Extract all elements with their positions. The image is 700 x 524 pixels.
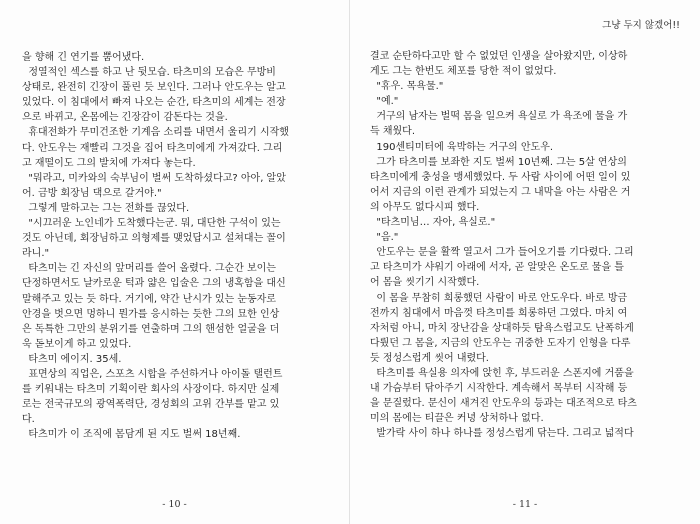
right-page xyxy=(350,0,700,524)
text-line: 안도우는 문을 활짝 열고서 그가 들어오기를 기다렸다. 그리 xyxy=(370,247,634,259)
right-page-body xyxy=(370,49,682,441)
text-line: "음." xyxy=(370,232,399,244)
text-line: 라니." xyxy=(22,248,50,260)
text-line: 발가락 사이 하나 하나를 정성스럽게 닦는다. 그리고 넓적다 xyxy=(370,428,634,440)
text-line: 를 키워내는 타츠미 기획이란 회사의 사장이다. 하지만 실제 xyxy=(22,384,280,396)
text-line: "예." xyxy=(370,96,399,108)
text-line: 상태로, 완전히 긴장이 풀린 듯 보인다. 그러나 안도우는 알고 xyxy=(22,82,286,94)
text-line: 전까지 침대에서 마음껏 타츠미를 희롱하던 그였다. 마치 여 xyxy=(370,307,628,319)
text-line: 있었다. 이 침대에서 빠져 나오는 순간, 타츠미의 세계는 전장 xyxy=(22,97,286,109)
text-line: 을 문질렀다. 문신이 새겨진 안도우의 등과는 대조적으로 타츠 xyxy=(370,398,637,410)
text-line: 안경을 벗으면 멍하니 뭔가를 응시하는 듯한 그의 묘한 인상 xyxy=(22,308,280,320)
text-line: 미의 몸에는 티끌은 커녕 상처하나 없다. xyxy=(370,413,544,425)
text-line: 의 아무도 없다시피 했다. xyxy=(370,201,480,213)
text-line: "시끄러운 노인네가 도착했다는군. 뭐, 대단한 구석이 있는 xyxy=(22,218,281,230)
text-line: 으로 바뀌고, 온몸에는 긴장감이 감돈다는 것을. xyxy=(22,112,228,124)
text-line: 타츠미는 긴 자신의 앞머리를 쓸어 올렸다. 그순간 보이는 xyxy=(22,263,276,275)
text-line: 은 독특한 그만의 분위기를 연출하며 그의 핸섬한 얼굴을 더 xyxy=(22,323,280,335)
text-line: 이 몸을 무참히 희롱했던 사람이 바로 안도우다. 바로 방금 xyxy=(370,292,628,304)
text-line: 다뤘던 그 몸을, 지금의 안도우는 귀중한 도자기 인형을 다루 xyxy=(370,337,631,349)
text-line: 타츠미 에이지. 35세. xyxy=(22,353,122,365)
text-line: 그가 타츠미를 보좌한 지도 벌써 10년째. 그는 5살 연상의 xyxy=(370,156,627,168)
text-line: 어 몸을 씻기기 시작했다. xyxy=(370,277,480,289)
text-line: 타츠미가 이 조직에 몸담게 된 지도 벌써 18년째. xyxy=(22,429,241,441)
text-line: 거구의 남자는 벌떡 몸을 일으켜 욕실로 가 욕조에 물을 가 xyxy=(370,111,628,123)
text-line: 득 채웠다. xyxy=(370,126,415,138)
text-line: 자처럼 아니, 마치 장난감을 상대하듯 탐욕스럽고도 난폭하게 xyxy=(370,322,634,334)
text-line: 내 가슴부터 닦아주기 시작한다. 계속해서 목부터 시작해 등 xyxy=(370,383,628,395)
text-line: 게도 그는 한번도 체포를 당한 적이 없었다. xyxy=(370,66,557,78)
text-line: "타츠미님… 자아, 욕실로." xyxy=(370,217,496,229)
text-line: 을 향해 긴 연기를 뿜어냈다. xyxy=(22,52,145,63)
text-line: 다. xyxy=(22,414,35,426)
text-line: 고 재떨이도 그의 발치에 가져다 놓는다. xyxy=(22,157,196,169)
text-line: 단정하면서도 날카로운 턱과 얇은 입술은 그의 냉혹함을 대신 xyxy=(22,278,286,290)
text-line: 말해주고 있는 듯 하다. 거기에, 약간 난시가 있는 눈동자로 xyxy=(22,293,276,305)
text-line: 고 타츠미가 샤워기 아래에 서자, 곧 알맞은 온도로 물을 틀 xyxy=(370,262,624,274)
text-line: 듯 정성스럽게 씻어 내렸다. xyxy=(370,352,489,364)
text-line: 어. 금방 회장님 댁으로 갈거야." xyxy=(22,187,162,199)
text-line: 다. 안도우는 재빨리 그것을 집어 타츠미에게 가져갔다. 그리 xyxy=(22,142,283,154)
running-head: 그냥 두지 않겠어!! xyxy=(602,20,680,31)
text-line: "휴우. 목욕물." xyxy=(370,81,444,93)
text-line: 로는 전국규모의 광역폭력단, 경성회의 고위 간부를 맡고 있 xyxy=(22,399,280,411)
text-line: "뭐라고, 미카와의 숙부님이 벌써 도착하셨다고? 아아, 알았 xyxy=(22,172,286,184)
page-number: - 11 - xyxy=(512,499,538,510)
text-line: 어서 지금의 이런 관계가 되었는지 그 내막을 아는 사람은 거 xyxy=(370,186,631,198)
text-line: 휴대전화가 무미건조한 기계음 소리를 내면서 울리기 시작했 xyxy=(22,127,289,139)
text-line: 정열적인 섹스를 하고 난 뒷모습. 타츠미의 모습은 무방비 xyxy=(22,67,276,79)
text-line: 190센티미터에 육박하는 거구의 안도우. xyxy=(370,141,554,153)
text-line: 표면상의 직업은, 스포츠 시합을 주선하거나 아이돌 탤런트 xyxy=(22,368,283,380)
page-number: - 10 - xyxy=(162,499,187,510)
text-line: 것도 아닌데, 회장님하고 의형제를 맺었답시고 설쳐대는 꼴이 xyxy=(22,233,286,245)
text-line: 그렇게 말하고는 그는 전화를 끊었다. xyxy=(22,202,190,214)
text-line: 결코 순탄하다고만 할 수 없었던 인생을 살아왔지만, 이상하 xyxy=(370,51,628,62)
text-line: 타츠미를 욕실용 의자에 앉힌 후, 부드러운 스폰지에 거품을 xyxy=(370,367,634,379)
left-page-body xyxy=(22,50,335,442)
text-line: 타츠미에게 충성을 맹세했었다. 두 사람 사이에 어떤 일이 있 xyxy=(370,171,631,183)
text-line: 욱 돋보이게 하고 있었다. xyxy=(22,338,132,350)
